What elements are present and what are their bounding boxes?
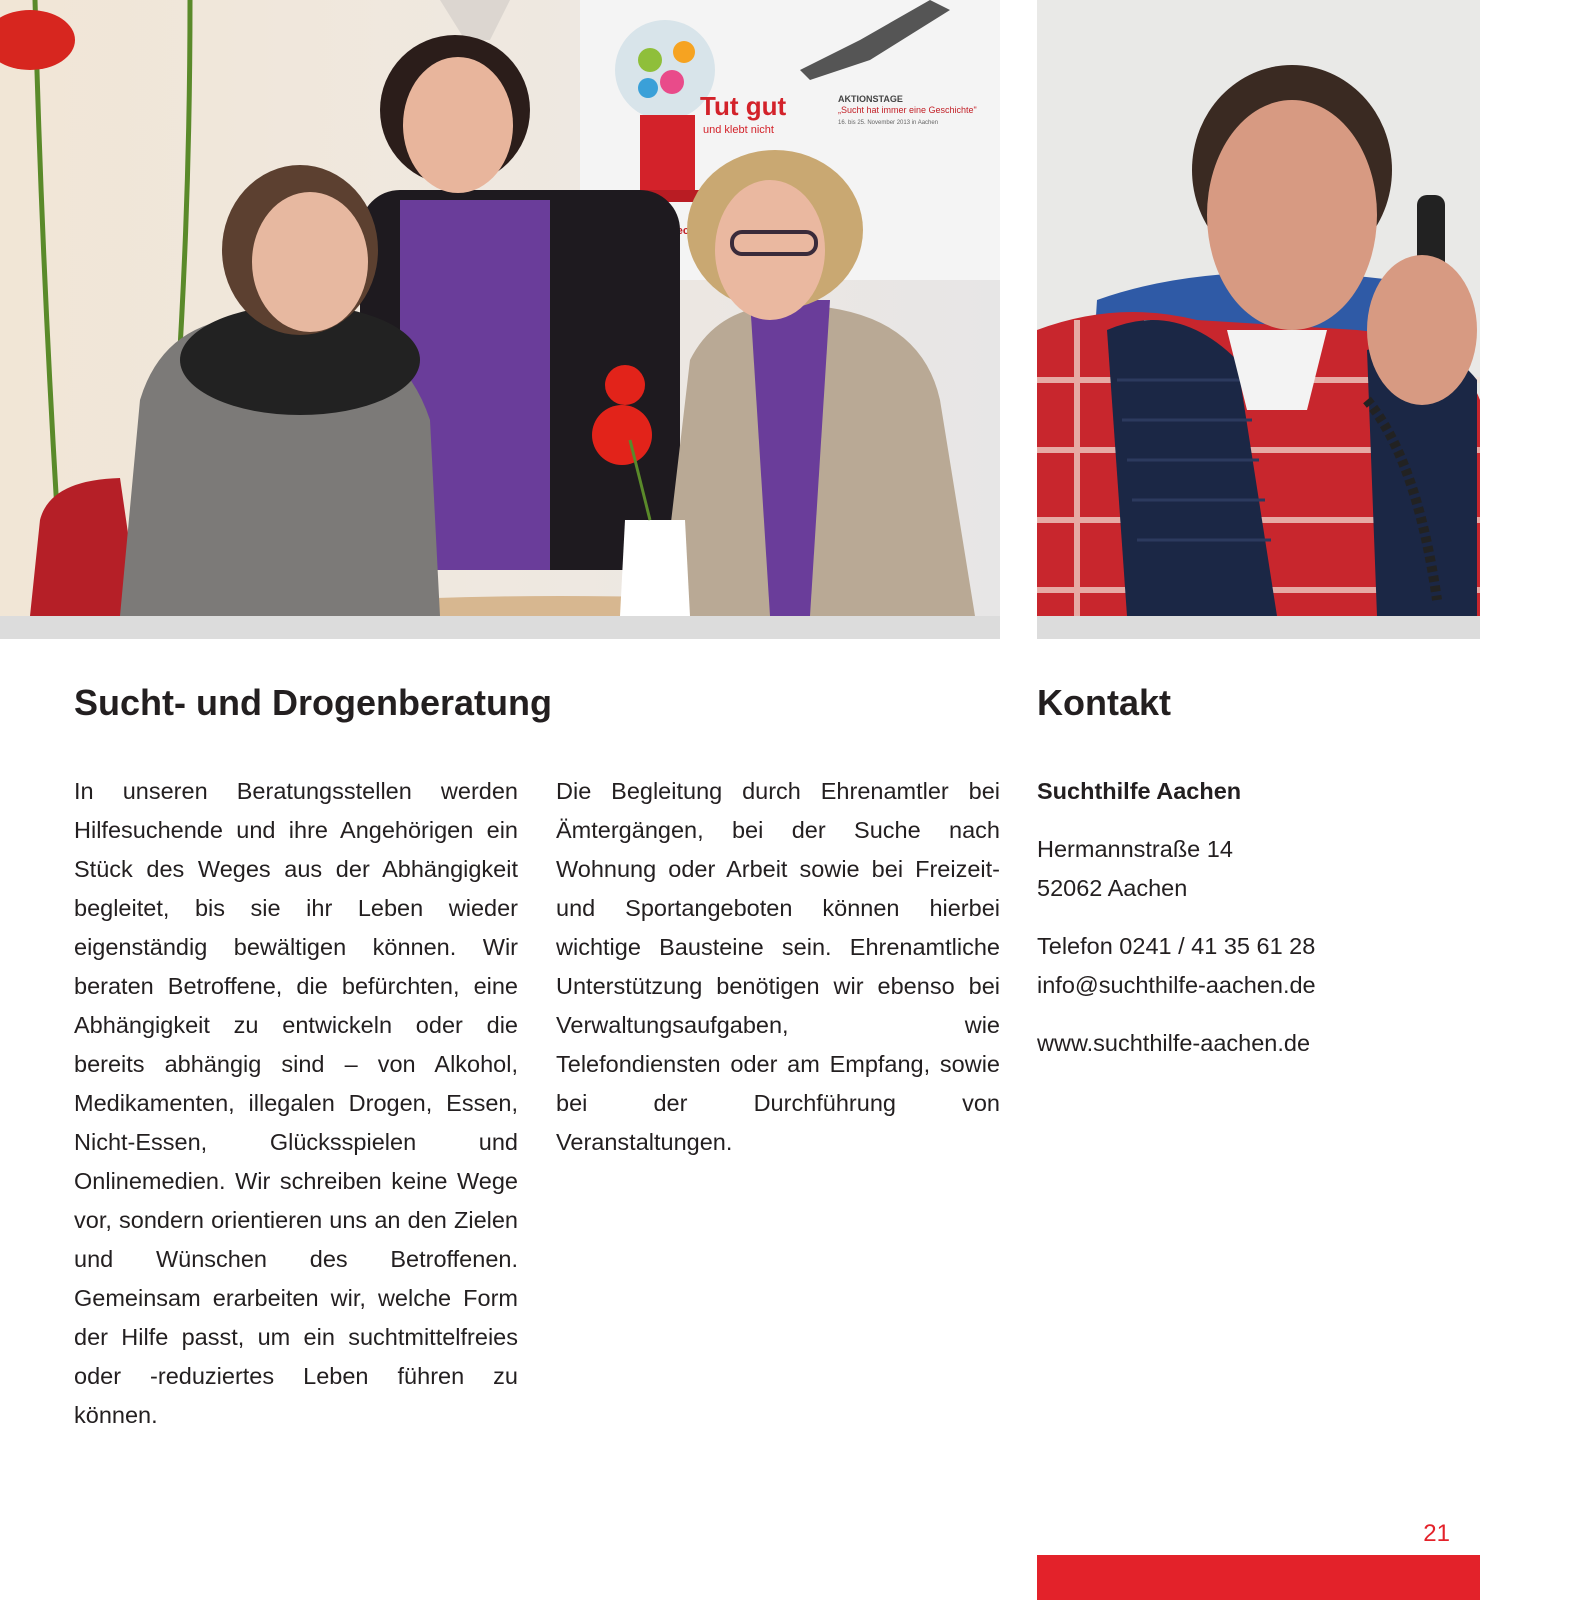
phone-photo-bar	[1037, 616, 1480, 639]
phone-photo-illustration	[1037, 0, 1480, 616]
phone-photo	[1037, 0, 1480, 616]
team-photo-illustration	[0, 0, 1000, 616]
contact-email[interactable]: info@suchthilfe-aachen.de	[1037, 972, 1316, 998]
contact-city: 52062 Aachen	[1037, 875, 1188, 901]
body-column-1: In unseren Beratungsstellen werden Hilfesuchende und ihre Angehörigen ein Stück des Weges aus der Abhängigkeit begleitet, bis sie ihr Leben wieder eigenständig bewältigen können. Wir beraten Betroffene, die befürchten, eine Abhängigkeit zu entwickeln oder die bereits abhängig sind – von Alkohol, Medikamenten, illegalen Drogen, Essen, Nicht-Essen, Glücksspielen und Onlinemedien. Wir schreiben keine Wege vor, sondern orientieren uns an den Zielen und Wünschen des Betroffenen. Gemeinsam erarbeiten wir, welche Form der Hilfe passt, um ein suchtmittelfreies oder -reduziertes Leben führen zu können.	[74, 778, 518, 1428]
poster-headline: Tut gut	[700, 91, 787, 121]
poster-sub: und klebt nicht	[703, 124, 774, 136]
contact-phone: Telefon 0241 / 41 35 61 28	[1037, 933, 1316, 959]
team-photo-bar	[0, 616, 1000, 639]
poster-dates: 16. bis 25. November 2013 in Aachen	[838, 120, 939, 126]
poster-event: AKTIONSTAGE	[838, 94, 903, 104]
contact-website[interactable]: www.suchthilfe-aachen.de	[1037, 1030, 1311, 1056]
body-column-2: Die Begleitung durch Ehrenamtler bei Ämtergängen, bei der Suche nach Wohnung oder Arbeit sowie bei Freizeit- und Sportangeboten können hierbei wichtige Bausteine sein. Ehrenamtliche Unterstützung benötigen wir ebenso bei Verwaltungsaufgaben, wie Telefondiensten oder am Empfang, sowie bei der Durchführung von Veranstaltungen.	[556, 778, 1000, 1155]
accent-bar	[1037, 1555, 1480, 1600]
team-photo	[0, 0, 1000, 616]
poster-event-sub: „Sucht hat immer eine Geschichte"	[838, 105, 977, 115]
contact-title: Kontakt	[1037, 682, 1171, 723]
page-title: Sucht- und Drogenberatung	[74, 682, 552, 723]
contact-org: Suchthilfe Aachen	[1037, 778, 1242, 804]
page-number: 21	[1423, 1520, 1450, 1547]
contact-street: Hermannstraße 14	[1037, 836, 1233, 862]
